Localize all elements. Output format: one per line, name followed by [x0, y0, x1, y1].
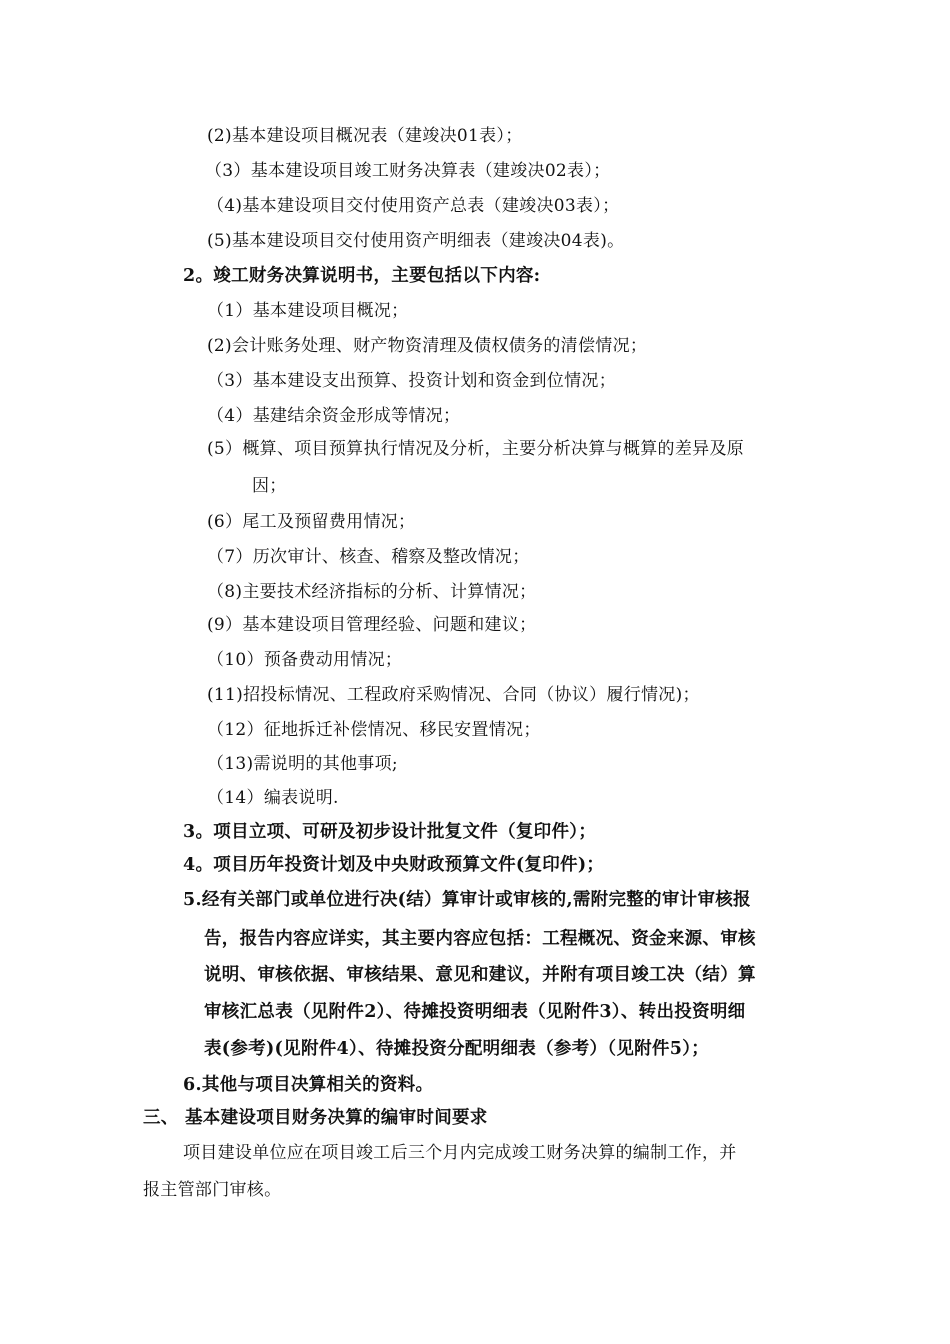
- subitem-4: （4）基建结余资金形成等情况；: [207, 406, 461, 426]
- subitem-5: (5）概算、项目预算执行情况及分析，主要分析决算与概算的差异及原: [207, 439, 745, 459]
- item-3: 3。项目立项、可研及初步设计批复文件（复印件）；: [183, 822, 597, 842]
- subitem-8: （8)主要技术经济指标的分析、计算情况；: [207, 582, 537, 602]
- subitem-3: （3）基本建设支出预算、投资计划和资金到位情况；: [207, 371, 617, 391]
- section-3-body-line-2: 报主管部门审核。: [143, 1180, 282, 1200]
- item-6: 6.其他与项目决算相关的资料。: [183, 1075, 434, 1095]
- subitem-6: (6）尾工及预留费用情况；: [207, 512, 416, 532]
- item-5-line-3: 说明、审核依据、审核结果、意见和建议，并附有项目竣工决（结）算: [204, 965, 756, 985]
- subitem-11: (11)招投标情况、工程政府采购情况、合同（协议）履行情况)；: [207, 685, 700, 705]
- section-3-body-line-1: 项目建设单位应在项目竣工后三个月内完成竣工财务决算的编制工作，并: [183, 1143, 737, 1163]
- subitem-1: （1）基本建设项目概况；: [207, 301, 409, 321]
- table-item-3: （3）基本建设项目竣工财务决算表（建竣决02表）；: [205, 161, 611, 181]
- item-5-line-2: 告，报告内容应详实，其主要内容应包括：工程概况、资金来源、审核: [204, 929, 756, 949]
- subitem-2: (2)会计账务处理、财产物资清理及债权债务的清偿情况；: [207, 336, 648, 356]
- item-5-line-4: 审核汇总表（见附件2）、待摊投资明细表（见附件3）、转出投资明细: [204, 1002, 746, 1022]
- subitem-13: （13)需说明的其他事项;: [207, 754, 398, 774]
- subitem-7: （7）历次审计、核查、稽察及整改情况；: [207, 547, 530, 567]
- item-5-line-1: 5.经有关部门或单位进行决(结）算审计或审核的,需附完整的审计审核报: [183, 890, 751, 910]
- section-3-heading: 三、 基本建设项目财务决算的编审时间要求: [143, 1108, 488, 1128]
- table-item-4: （4)基本建设项目交付使用资产总表（建竣决03表）；: [207, 196, 620, 216]
- table-item-2: (2)基本建设项目概况表（建竣决01表）；: [207, 126, 523, 146]
- subitem-5-continued: 因；: [252, 476, 287, 496]
- subitem-12: （12）征地拆迁补偿情况、移民安置情况；: [207, 720, 541, 740]
- subitem-14: （14）编表说明.: [207, 788, 339, 808]
- item-2-heading: 2。竣工财务决算说明书，主要包括以下内容:: [183, 266, 541, 286]
- table-item-5: (5)基本建设项目交付使用资产明细表（建竣决04表)。: [207, 231, 625, 251]
- subitem-10: （10）预备费动用情况；: [207, 650, 403, 670]
- subitem-9: (9）基本建设项目管理经验、问题和建议；: [207, 615, 537, 635]
- item-4: 4。项目历年投资计划及中央财政预算文件(复印件)；: [183, 855, 605, 875]
- item-5-line-5: 表(参考)(见附件4）、待摊投资分配明细表（参考）（见附件5）；: [204, 1039, 710, 1059]
